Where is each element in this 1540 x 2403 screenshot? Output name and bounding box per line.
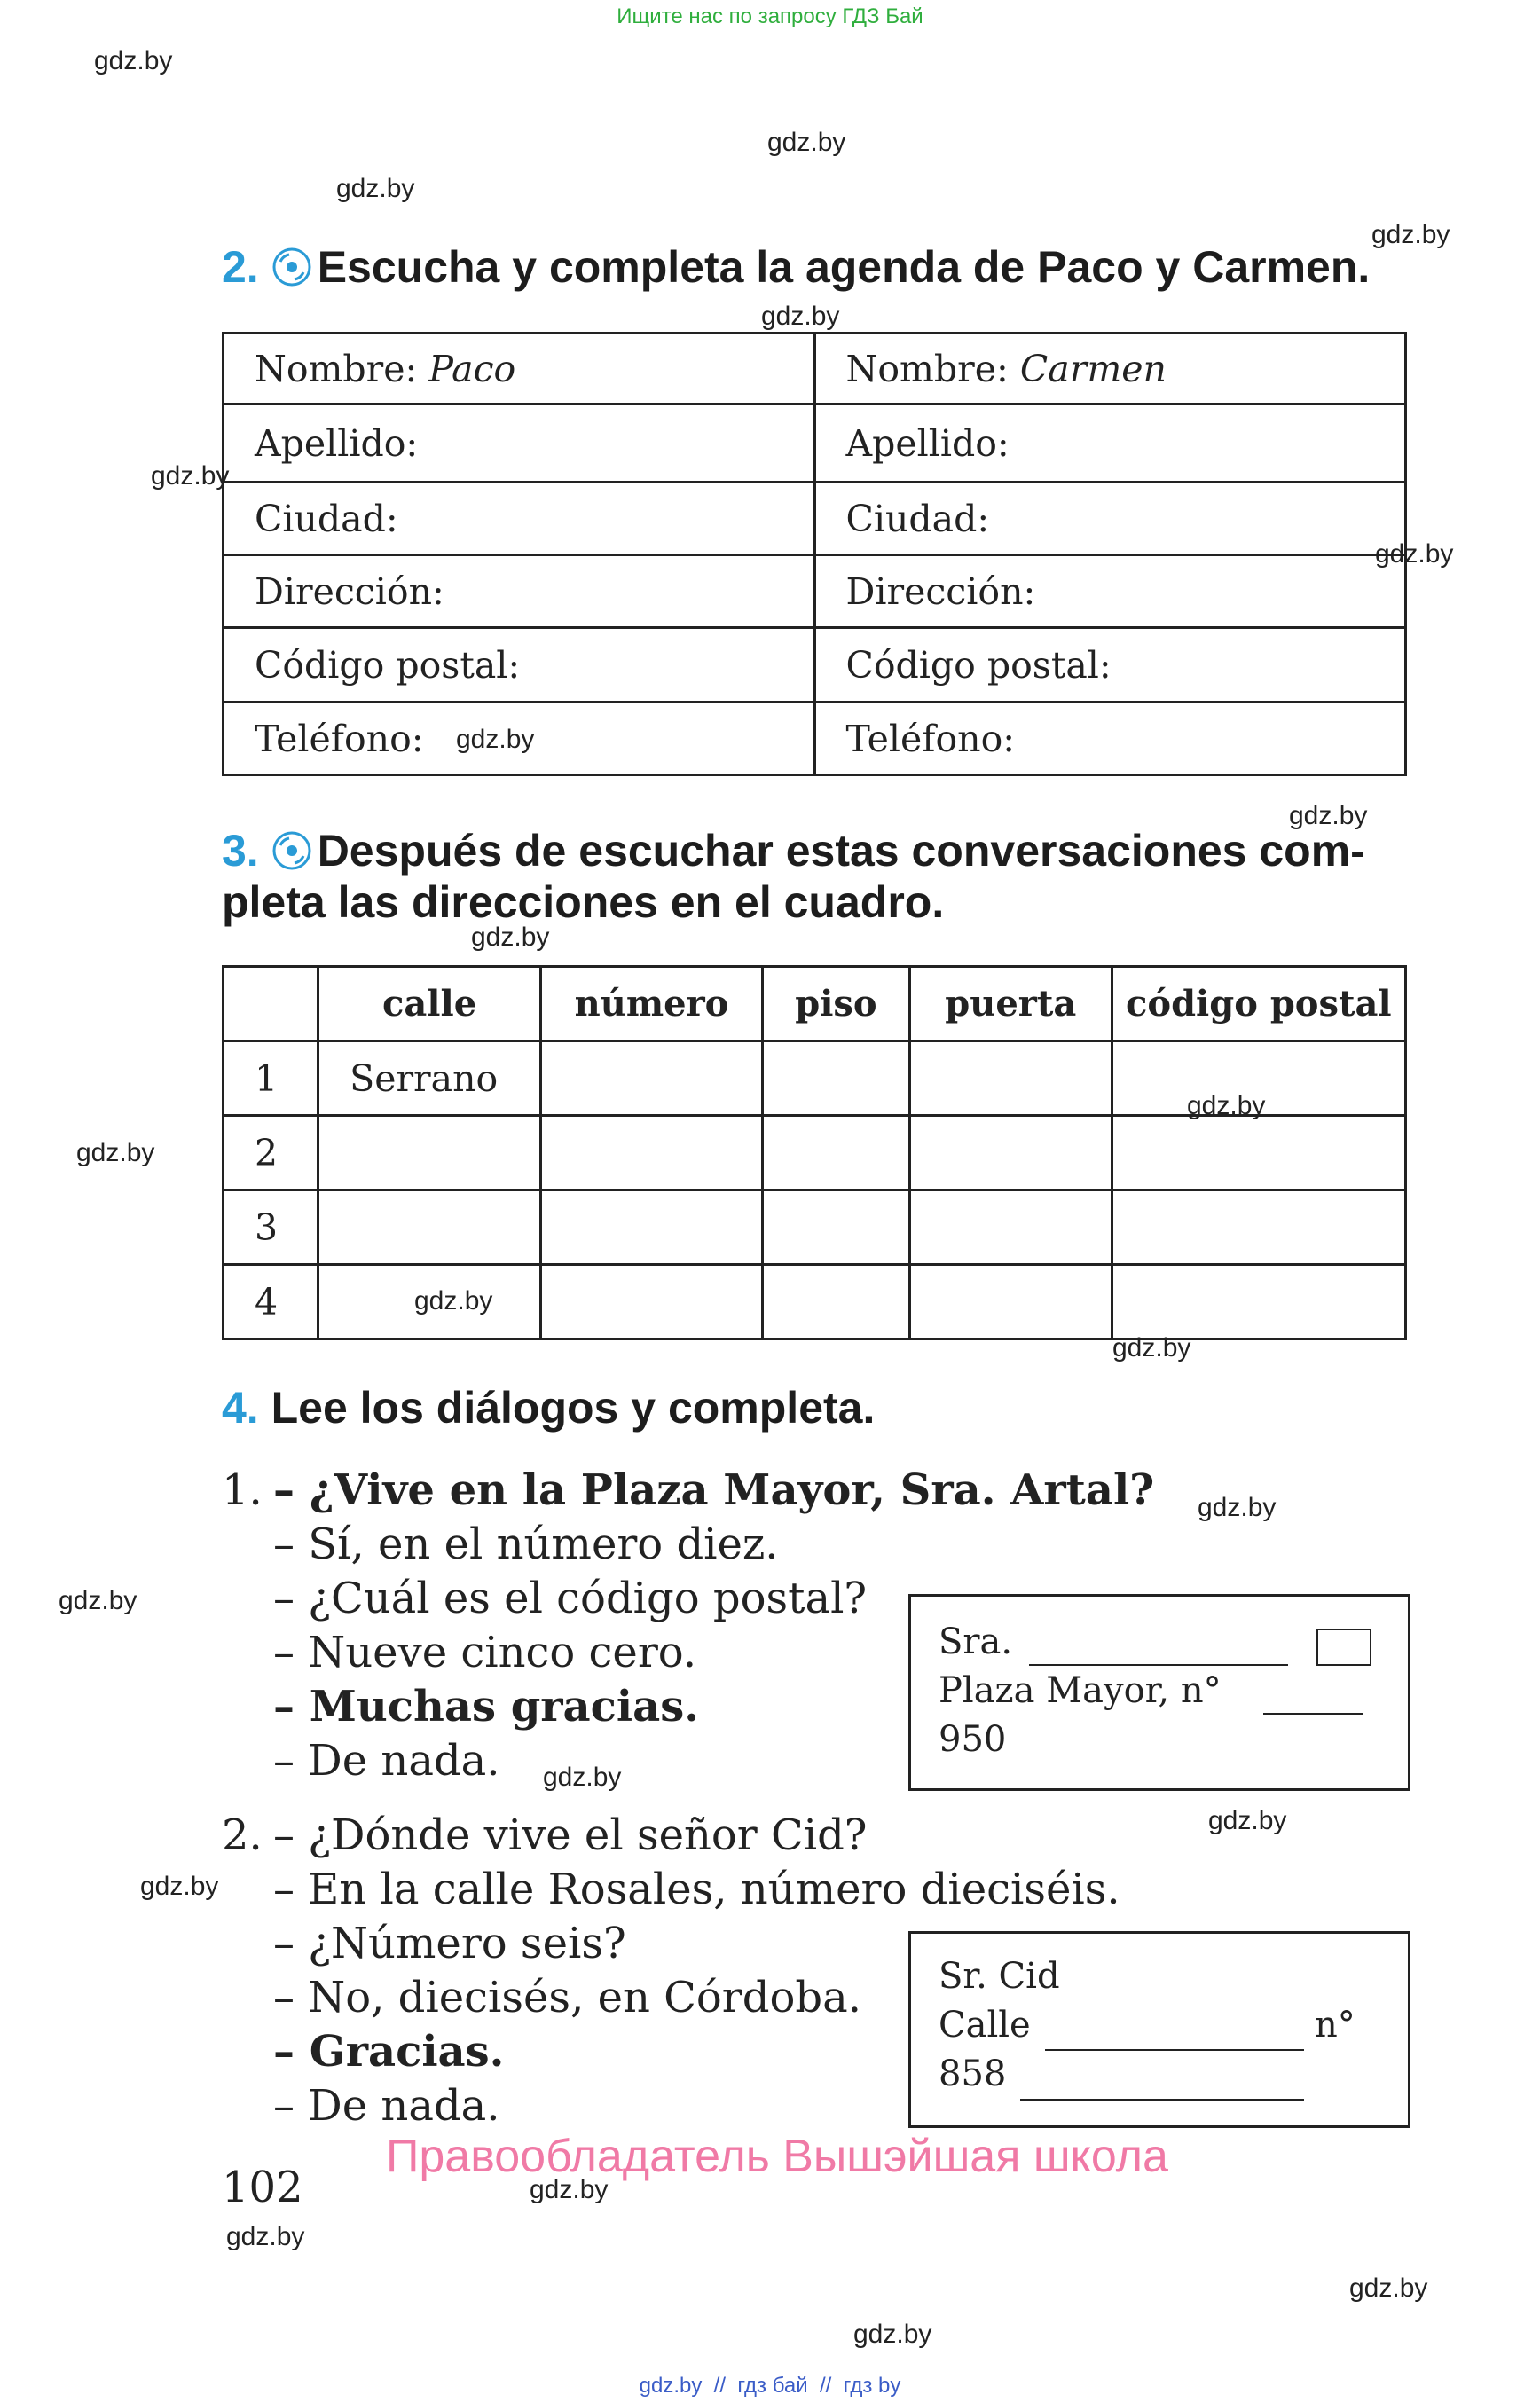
- field-label: Apellido:: [845, 421, 1010, 465]
- column-header: puerta: [909, 967, 1112, 1041]
- table-cell: [1112, 1116, 1405, 1190]
- dialog-line: – Sí, en el número diez.: [273, 1520, 779, 1569]
- exercise-number: 3.: [222, 826, 259, 876]
- dialog-2-index: 2.: [222, 1810, 263, 1860]
- card-1-line-3: 950: [939, 1719, 1007, 1760]
- watermark: gdz.by: [1112, 1333, 1191, 1362]
- watermark: gdz.by: [1289, 801, 1368, 830]
- agenda-row: [224, 628, 1406, 703]
- watermark: gdz.by: [94, 46, 173, 75]
- watermark: gdz.by: [543, 1763, 622, 1792]
- table-row: [224, 1265, 1406, 1339]
- dialog-1-index: 1.: [222, 1465, 263, 1515]
- agenda-cell-right: [814, 703, 1406, 775]
- agenda-row: [224, 703, 1406, 775]
- row-number: 3: [224, 1190, 318, 1265]
- agenda-cell-left: [224, 555, 815, 628]
- agenda-row: [224, 404, 1406, 483]
- exercise-4-heading: [222, 1382, 875, 1433]
- card-1-line-2: Plaza Mayor, n°: [939, 1670, 1222, 1711]
- address-table: [222, 965, 1407, 1340]
- watermark: gdz.by: [414, 1286, 493, 1315]
- answer-blank: [1029, 1664, 1288, 1666]
- watermark: gdz.by: [530, 2175, 609, 2204]
- table-cell: [909, 1190, 1112, 1265]
- dialog-line: – De nada.: [273, 1736, 500, 1786]
- table-cell: [541, 1265, 763, 1339]
- agenda-cell-left: [224, 404, 815, 483]
- watermark: gdz.by: [1349, 2273, 1428, 2303]
- watermark: gdz.by: [226, 2222, 305, 2251]
- top-note: Ищите нас по запросу ГДЗ Бай: [617, 4, 923, 28]
- dialog-line: – ¿Dónde vive el señor Cid?: [273, 1810, 868, 1860]
- table-cell: [909, 1116, 1112, 1190]
- table-row: [224, 1116, 1406, 1190]
- watermark: gdz.by: [1187, 1091, 1266, 1120]
- watermark: gdz.by: [471, 923, 550, 952]
- agenda-cell-right: [814, 628, 1406, 703]
- column-header: piso: [762, 967, 909, 1041]
- exercise-number: 4.: [222, 1383, 259, 1433]
- dialog-line: – Nueve cinco cero.: [273, 1628, 697, 1677]
- table-cell: [762, 1265, 909, 1339]
- field-label: Teléfono:: [845, 717, 1016, 760]
- field-label: Ciudad:: [845, 497, 990, 540]
- exercise-3-heading: [222, 825, 1365, 882]
- stamp-box: [1316, 1629, 1371, 1666]
- agenda-row: [224, 334, 1406, 404]
- page-number: 102: [222, 2163, 303, 2212]
- column-header: número: [541, 967, 763, 1041]
- footer-links: gdz.by // гдз бай // гдз by: [639, 2374, 901, 2398]
- dialog-line: – ¿Vive en la Plaza Mayor, Sra. Artal?: [273, 1465, 1155, 1515]
- field-label: Teléfono:: [255, 717, 424, 760]
- table-cell: [541, 1041, 763, 1116]
- watermark: gdz.by: [76, 1138, 155, 1167]
- field-label: Dirección:: [255, 569, 444, 613]
- exercise-number: 2.: [222, 242, 259, 292]
- watermark: gdz.by: [336, 174, 415, 203]
- table-cell: [1112, 1265, 1405, 1339]
- column-header: calle: [318, 967, 541, 1041]
- exercise-title-line-1: Después de escuchar estas conversaciones com-: [317, 826, 1365, 876]
- agenda-cell-right: [814, 555, 1406, 628]
- dialog-line: – De nada.: [273, 2081, 500, 2131]
- dialog-line: – ¿Cuál es el código postal?: [273, 1574, 868, 1623]
- exercise-title: Escucha y completa la agenda de Paco y Carmen.: [317, 242, 1371, 292]
- field-label: Código postal:: [255, 643, 521, 687]
- dialog-line: – En la calle Rosales, número dieciséis.: [273, 1865, 1120, 1914]
- watermark: gdz.by: [1208, 1806, 1287, 1835]
- answer-blank: [1020, 2099, 1304, 2101]
- card-1-line-1: Sra.: [939, 1622, 1013, 1662]
- field-label: Ciudad:: [255, 497, 398, 540]
- column-header: [224, 967, 318, 1041]
- watermark: gdz.by: [1198, 1493, 1277, 1522]
- table-cell: [762, 1116, 909, 1190]
- agenda-cell-right: [814, 483, 1406, 555]
- card-2-line-1: Sr. Cid: [939, 1956, 1060, 1997]
- card-2-number-label: n°: [1315, 2005, 1355, 2046]
- agenda-cell-left: [224, 334, 815, 404]
- agenda-cell-left: [224, 703, 815, 775]
- field-value: Carmen: [1019, 347, 1167, 390]
- copyright-owner: Правообладатель Вышэйшая школа: [386, 2131, 1168, 2182]
- field-label: Dirección:: [845, 569, 1036, 613]
- cd-audio-icon: [271, 247, 312, 298]
- table-cell: [1112, 1190, 1405, 1265]
- row-number: 2: [224, 1116, 318, 1190]
- field-label: Código postal:: [845, 643, 1112, 687]
- watermark: gdz.by: [59, 1586, 138, 1615]
- table-cell: [318, 1116, 541, 1190]
- card-2-line-3: 858: [939, 2054, 1007, 2094]
- row-number: 4: [224, 1265, 318, 1339]
- table-cell: [318, 1265, 541, 1339]
- watermark: gdz.by: [761, 302, 840, 331]
- dialog-line: – No, diecisés, en Córdoba.: [273, 1973, 861, 2022]
- table-cell: [318, 1190, 541, 1265]
- agenda-row: [224, 555, 1406, 628]
- table-cell: [909, 1265, 1112, 1339]
- dialog-line: – Gracias.: [273, 2027, 505, 2077]
- agenda-cell-left: [224, 483, 815, 555]
- row-number: 1: [224, 1041, 318, 1116]
- table-cell: [541, 1190, 763, 1265]
- cd-audio-icon: [271, 830, 312, 882]
- card-2-line-2: Calle: [939, 2005, 1031, 2046]
- agenda-cell-right: [814, 334, 1406, 404]
- answer-blank: [1263, 1713, 1363, 1715]
- watermark: gdz.by: [853, 2320, 932, 2349]
- agenda-cell-right: [814, 404, 1406, 483]
- dialog-line: – ¿Número seis?: [273, 1919, 626, 1968]
- exercise-title: Lee los diálogos y completa.: [271, 1383, 876, 1433]
- agenda-table: [222, 332, 1407, 776]
- exercise-2-heading: [222, 241, 1370, 298]
- watermark: gdz.by: [140, 1872, 219, 1901]
- table-row: [224, 1041, 1406, 1116]
- watermark: gdz.by: [767, 128, 846, 157]
- agenda-row: [224, 483, 1406, 555]
- table-cell: [762, 1041, 909, 1116]
- exercise-title-line-2: pleta las direcciones en el cuadro.: [222, 877, 945, 927]
- column-header: código postal: [1112, 967, 1405, 1041]
- table-cell: [909, 1041, 1112, 1116]
- field-value: Paco: [428, 347, 516, 390]
- table-cell: Serrano: [318, 1041, 541, 1116]
- table-cell: [541, 1116, 763, 1190]
- agenda-cell-left: [224, 628, 815, 703]
- dialog-line: – Muchas gracias.: [273, 1682, 699, 1732]
- watermark: gdz.by: [456, 725, 535, 754]
- watermark: gdz.by: [151, 461, 230, 491]
- table-row: [224, 1190, 1406, 1265]
- table-cell: [1112, 1041, 1405, 1116]
- field-label: Nombre:: [845, 347, 1020, 390]
- field-label: Apellido:: [255, 421, 419, 465]
- field-label: Nombre:: [255, 347, 429, 390]
- answer-blank: [1045, 2049, 1304, 2051]
- table-cell: [762, 1190, 909, 1265]
- watermark: gdz.by: [1375, 539, 1454, 569]
- watermark: gdz.by: [1371, 220, 1450, 249]
